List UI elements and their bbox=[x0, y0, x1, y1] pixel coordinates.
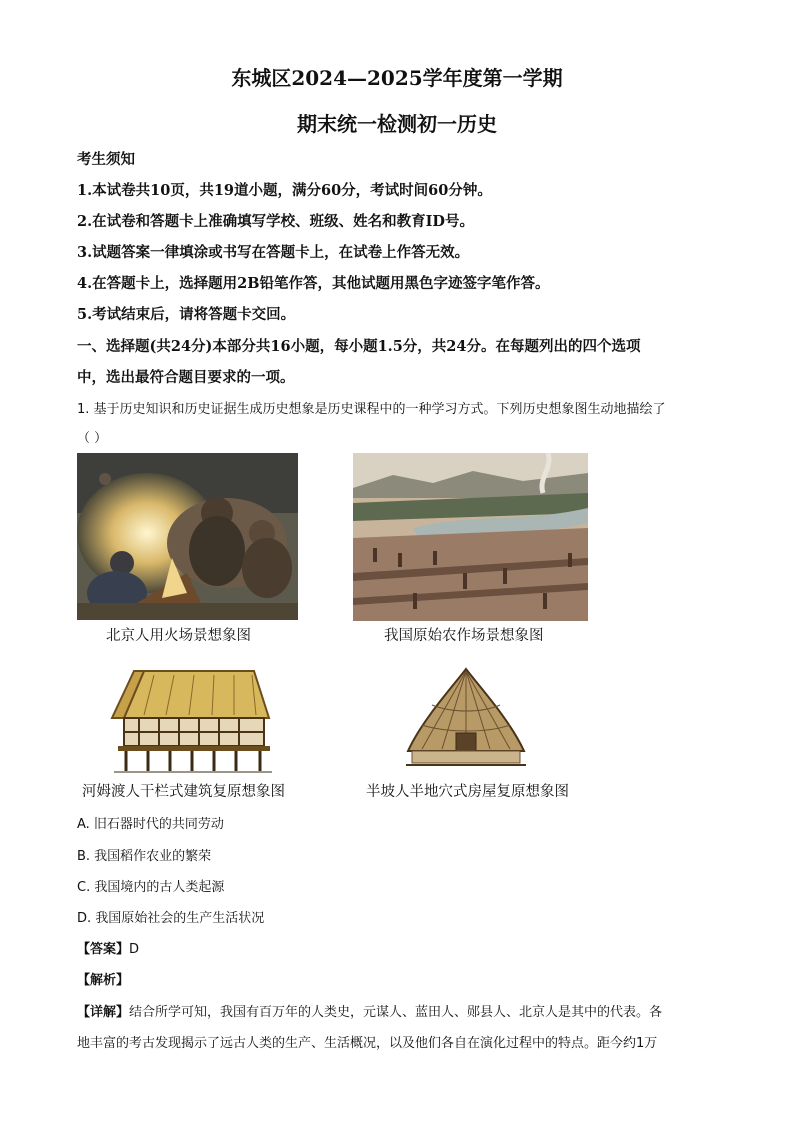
analysis-label: 【解析】 bbox=[77, 973, 130, 988]
page-title-line1: 东城区2024—2025学年度第一学期 bbox=[231, 66, 563, 90]
section1-instruction-line1: 一、选择题(共24分)本部分共16小题，每小题1.5分，共24分。在每题列出的四个选项 bbox=[77, 338, 641, 355]
image1-caption: 北京人用火场景想象图 bbox=[106, 628, 251, 644]
answer-label: 【答案】 bbox=[77, 942, 130, 957]
image3-caption: 河姆渡人干栏式建筑复原想象图 bbox=[82, 784, 285, 800]
peking-man-fire-image bbox=[77, 453, 298, 620]
detail-text-line1: 结合所学可知，我国有百万年的人类史，元谋人、蓝田人、郧县人、北京人是其中的代表。各 bbox=[129, 1005, 663, 1020]
detail-label: 【详解】 bbox=[77, 1005, 130, 1020]
image2-caption: 我国原始农作场景想象图 bbox=[384, 628, 544, 644]
option-b: B. 我国稻作农业的繁荣 bbox=[77, 849, 212, 864]
notice-item-1: 1.本试卷共10页，共19道小题，满分60分，考试时间60分钟。 bbox=[77, 182, 492, 199]
notice-item-4: 4.在答题卡上，选择题用2B铅笔作答，其他试题用黑色字迹签字笔作答。 bbox=[77, 275, 550, 292]
banpo-house-image bbox=[402, 665, 530, 773]
option-a: A. 旧石器时代的共同劳动 bbox=[77, 817, 224, 832]
detail-line1 bbox=[77, 1001, 662, 1020]
answer-value: D bbox=[129, 942, 140, 957]
option-d: D. 我国原始社会的生产生活状况 bbox=[77, 911, 265, 926]
section1-instruction-line2: 中，选出最符合题目要求的一项。 bbox=[77, 369, 295, 386]
image4-caption: 半坡人半地穴式房屋复原想象图 bbox=[366, 784, 569, 800]
notice-item-3: 3.试题答案一律填涂或书写在答题卡上，在试卷上作答无效。 bbox=[77, 244, 470, 261]
notice-heading: 考生须知 bbox=[77, 151, 135, 168]
primitive-farming-image bbox=[353, 453, 588, 621]
hemudu-stilt-house-image bbox=[104, 663, 274, 775]
question1-stem-line1: 1. 基于历史知识和历史证据生成历史想象是历史课程中的一种学习方式。下列历史想象图生动地描绘了 bbox=[77, 402, 666, 417]
detail-text-line2: 地丰富的考古发现揭示了远古人类的生产、生活概况，以及他们各自在演化过程中的特点。距今约1万 bbox=[77, 1036, 658, 1051]
option-c: C. 我国境内的古人类起源 bbox=[77, 880, 225, 895]
page-title-line2: 期末统一检测初一历史 bbox=[297, 112, 497, 136]
notice-item-5: 5.考试结束后，请将答题卡交回。 bbox=[77, 306, 296, 323]
notice-item-2: 2.在试卷和答题卡上准确填写学校、班级、姓名和教育ID号。 bbox=[77, 213, 474, 230]
answer-line bbox=[77, 938, 139, 957]
question1-stem-line2: （ ） bbox=[77, 431, 108, 446]
